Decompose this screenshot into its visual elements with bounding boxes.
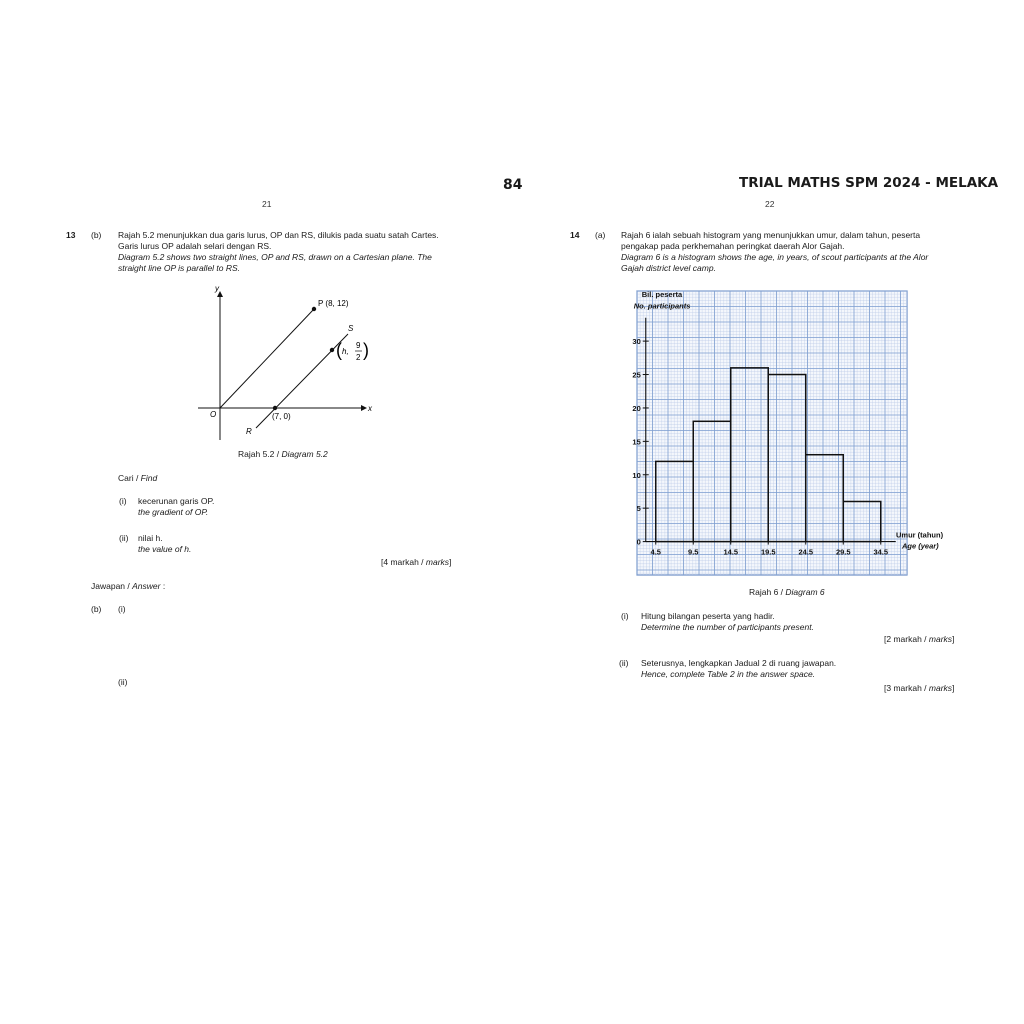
q13-intro-malay-2: Garis lurus OP adalah selari dengan RS. — [118, 241, 272, 251]
q14-sub-ii-label: (ii) — [619, 658, 629, 668]
marks-english: marks — [425, 557, 450, 567]
histogram-diagram-6 — [625, 285, 965, 585]
x-tick-label: 4.5 — [650, 547, 661, 557]
q14-sub-i-marks-english: marks — [928, 634, 953, 644]
q13-sub-ii-malay: nilai h. — [138, 533, 163, 543]
q14-intro — [621, 230, 966, 274]
q14-sub-i-malay: Hitung bilangan peserta yang hadir. — [641, 611, 775, 621]
q14-sub-i-marks-suffix: ] — [952, 634, 955, 644]
find-malay: Cari / — [118, 473, 141, 483]
q13-intro — [118, 230, 478, 274]
y-tick-label: 10 — [632, 470, 641, 480]
q13-sub-i-malay: kecerunan garis OP. — [138, 496, 215, 506]
graph-paper-grid — [637, 291, 907, 575]
point-s-label: S — [348, 324, 354, 333]
q14-sub-ii-marks-english: marks — [928, 683, 953, 693]
q14-intro-english-1: Diagram 6 is a histogram shows the age, in years, of scout participants at the Alor — [621, 252, 929, 262]
q13-intro-english-1: Diagram 5.2 shows two straight lines, OP and RS, drawn on a Cartesian plane. The — [118, 252, 432, 262]
q14-number: 14 — [570, 230, 580, 240]
point-p-dot — [312, 307, 316, 311]
marks-prefix: [4 markah / — [381, 557, 426, 567]
caption-6-sep: / — [778, 587, 786, 597]
q14-sub-i-label: (i) — [621, 611, 629, 621]
y-axis-title-malay: Bil. peserta — [641, 290, 683, 300]
q14-sub-i — [641, 611, 814, 633]
q13-intro-english-2: straight line OP is parallel to RS. — [118, 263, 241, 273]
q14-part: (a) — [595, 230, 606, 240]
q14-sub-i-english: Determine the number of participants present. — [641, 622, 814, 632]
diagram-5-2-caption — [238, 449, 328, 460]
point-h-dot — [330, 348, 334, 352]
paren-open: ( — [336, 340, 342, 360]
x-tick-label: 24.5 — [798, 547, 814, 557]
left-page-number: 21 — [262, 199, 272, 209]
x-tick-label: 34.5 — [873, 547, 889, 557]
q14-sub-ii-marks — [884, 683, 954, 694]
q13-part: (b) — [91, 230, 102, 240]
q13-sub-ii-english: the value of h. — [138, 544, 192, 554]
q14-intro-malay-2: pengakap pada perkhemahan peringkat daerah Alor Gajah. — [621, 241, 845, 251]
x-axis-label: x — [368, 404, 372, 413]
x-axis-title-english: Age (year) — [902, 541, 939, 551]
fraction-numerator: 9 — [356, 341, 361, 350]
q13-intro-malay-1: Rajah 5.2 menunjukkan dua garis lurus, OP dan RS, dilukis pada suatu satah Cartes. — [118, 230, 439, 240]
paren-close: ) — [363, 340, 369, 360]
q14-sub-ii-marks-prefix: [3 markah / — [884, 683, 929, 693]
line-rs — [256, 334, 348, 428]
series-title: TRIAL MATHS SPM 2024 - MELAKA — [739, 175, 999, 191]
q14-sub-ii-malay: Seterusnya, lengkapkan Jadual 2 di ruang jawapan. — [641, 658, 837, 668]
q14-sub-ii-english: Hence, complete Table 2 in the answer space. — [641, 669, 816, 679]
y-axis-label: y — [215, 284, 219, 293]
x-axis-title-malay: Umur (tahun) — [896, 530, 944, 540]
y-tick-label: 15 — [632, 437, 641, 447]
origin-label: O — [210, 410, 217, 419]
x-tick-label: 14.5 — [723, 547, 739, 557]
answer-malay: Jawapan / — [91, 581, 133, 591]
x-tick-label: 9.5 — [688, 547, 699, 557]
point-rs-intercept-dot — [273, 406, 277, 410]
x-tick-label: 19.5 — [760, 547, 776, 557]
caption-malay: Rajah 5.2 — [238, 449, 275, 459]
fraction-denominator: 2 — [356, 353, 361, 362]
caption-6-malay: Rajah 6 — [749, 587, 779, 597]
answer-b-label: (b) — [91, 604, 102, 614]
q14-sub-ii-marks-suffix: ] — [952, 683, 955, 693]
q14-sub-ii — [641, 658, 836, 680]
point-h-label: h, — [342, 347, 349, 356]
y-tick-label: 30 — [632, 337, 641, 347]
page-number: 84 — [503, 177, 523, 193]
diagram-5-2 — [190, 282, 390, 442]
q13-marks — [381, 557, 451, 568]
marks-suffix: ] — [449, 557, 452, 567]
q13-number: 13 — [66, 230, 76, 240]
point-p-label: P (8, 12) — [318, 299, 349, 308]
y-axis-title-english: No. participants — [633, 301, 691, 311]
intercept-label: (7, 0) — [272, 412, 291, 421]
find-english: Find — [140, 473, 158, 483]
q13-sub-i-english: the gradient of OP. — [138, 507, 209, 517]
line-op — [220, 309, 314, 408]
q14-sub-i-marks — [884, 634, 954, 645]
y-tick-label: 25 — [632, 370, 641, 380]
answer-i-label: (i) — [118, 604, 126, 614]
y-tick-label: 20 — [632, 403, 641, 413]
answer-colon: : — [160, 581, 166, 591]
q13-sub-ii-label: (ii) — [119, 533, 129, 543]
y-tick-label: 0 — [636, 537, 641, 547]
caption-english: Diagram 5.2 — [281, 449, 328, 459]
diagram-6-caption — [749, 587, 825, 598]
caption-6-english: Diagram 6 — [785, 587, 825, 597]
q13-sub-i — [138, 496, 214, 518]
x-tick-label: 29.5 — [835, 547, 851, 557]
q14-intro-english-2: Gajah district level camp. — [621, 263, 716, 273]
answer-heading — [91, 581, 165, 592]
q13-sub-ii — [138, 533, 191, 555]
q14-intro-malay-1: Rajah 6 ialah sebuah histogram yang menunjukkan umur, dalam tahun, peserta — [621, 230, 921, 240]
q14-sub-i-marks-prefix: [2 markah / — [884, 634, 929, 644]
q13-sub-i-label: (i) — [119, 496, 127, 506]
caption-sep: / — [274, 449, 282, 459]
answer-english: Answer — [132, 581, 161, 591]
right-page-number: 22 — [765, 199, 775, 209]
answer-ii-label: (ii) — [118, 677, 128, 687]
find-instruction — [118, 473, 157, 484]
point-r-label: R — [246, 427, 252, 436]
y-tick-label: 5 — [636, 504, 641, 514]
